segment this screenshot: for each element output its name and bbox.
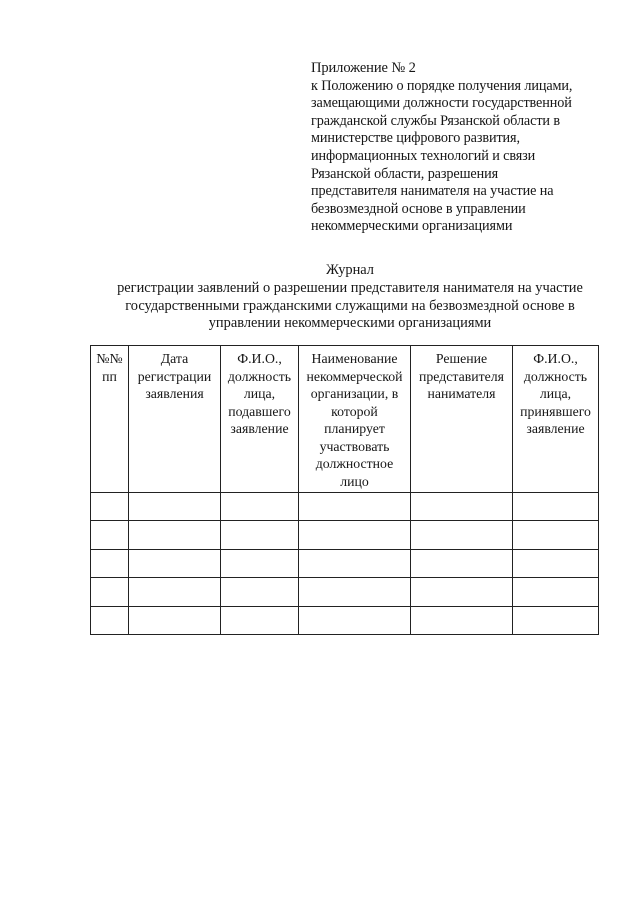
column-header-receiver: Ф.И.О., должность лица, принявшего заявление: [513, 346, 599, 493]
table-cell: [299, 549, 411, 577]
journal-title: Журнал: [326, 262, 374, 278]
table-cell: [411, 606, 513, 634]
table-cell: [221, 606, 299, 634]
column-header-registration-date: Дата регистрации заявления: [129, 346, 221, 493]
table-cell: [221, 493, 299, 521]
appendix-line: министерстве цифрового развития,: [311, 130, 520, 147]
table-cell: [91, 606, 129, 634]
table-cell: [91, 521, 129, 549]
table-cell: [129, 549, 221, 577]
column-header-applicant: Ф.И.О., должность лица, подавшего заявление: [221, 346, 299, 493]
table-cell: [91, 578, 129, 606]
column-header-number: №№ пп: [91, 346, 129, 493]
appendix-line: Рязанской области, разрешения: [311, 165, 499, 182]
table-cell: [411, 578, 513, 606]
table-cell: [411, 493, 513, 521]
table-cell: [221, 549, 299, 577]
appendix-line: гражданской службы Рязанской области в: [311, 112, 560, 129]
table-row: [91, 549, 599, 577]
table-header-row: [91, 346, 599, 493]
table-cell: [513, 521, 599, 549]
table-cell: [91, 493, 129, 521]
table-cell: [513, 493, 599, 521]
table-cell: [513, 549, 599, 577]
table-cell: [129, 606, 221, 634]
table-cell: [129, 521, 221, 549]
table-cell: [221, 521, 299, 549]
table-cell: [299, 606, 411, 634]
table-cell: [513, 578, 599, 606]
table-cell: [411, 549, 513, 577]
journal-table: [90, 345, 599, 635]
journal-subtitle-line: управлении некоммерческими организациями: [208, 315, 492, 332]
appendix-line: безвозмездной основе в управлении: [311, 200, 526, 217]
table-cell: [411, 521, 513, 549]
column-header-decision: Решение представителя нанимателя: [411, 346, 513, 493]
table-row: [91, 493, 599, 521]
table-cell: [91, 549, 129, 577]
table-cell: [129, 493, 221, 521]
table-row: [91, 606, 599, 634]
appendix-line: представителя нанимателя на участие на: [311, 183, 554, 200]
table-row: [91, 578, 599, 606]
journal-header: [90, 262, 610, 333]
appendix-line: замещающими должности государственной: [311, 95, 572, 112]
appendix-line: к Положению о порядке получения лицами,: [311, 77, 573, 94]
table-cell: [221, 578, 299, 606]
table-row: [91, 521, 599, 549]
appendix-line: информационных технологий и связи: [311, 147, 536, 164]
table-cell: [299, 578, 411, 606]
table-cell: [129, 578, 221, 606]
table-cell: [299, 493, 411, 521]
column-header-organization: Наименование некоммерческой организации, в которой планирует участвовать должностное лицо: [299, 346, 411, 493]
appendix-number: Приложение № 2: [311, 60, 416, 76]
journal-subtitle-line: государственными гражданскими служащими на безвозмездной основе в: [125, 297, 575, 314]
appendix-line: некоммерческими организациями: [311, 218, 513, 235]
table-cell: [513, 606, 599, 634]
table-cell: [299, 521, 411, 549]
journal-subtitle-line: регистрации заявлений о разрешении представителя нанимателя на участие: [117, 279, 583, 296]
journal-subtitle: [90, 280, 610, 333]
appendix-block: [311, 60, 611, 236]
